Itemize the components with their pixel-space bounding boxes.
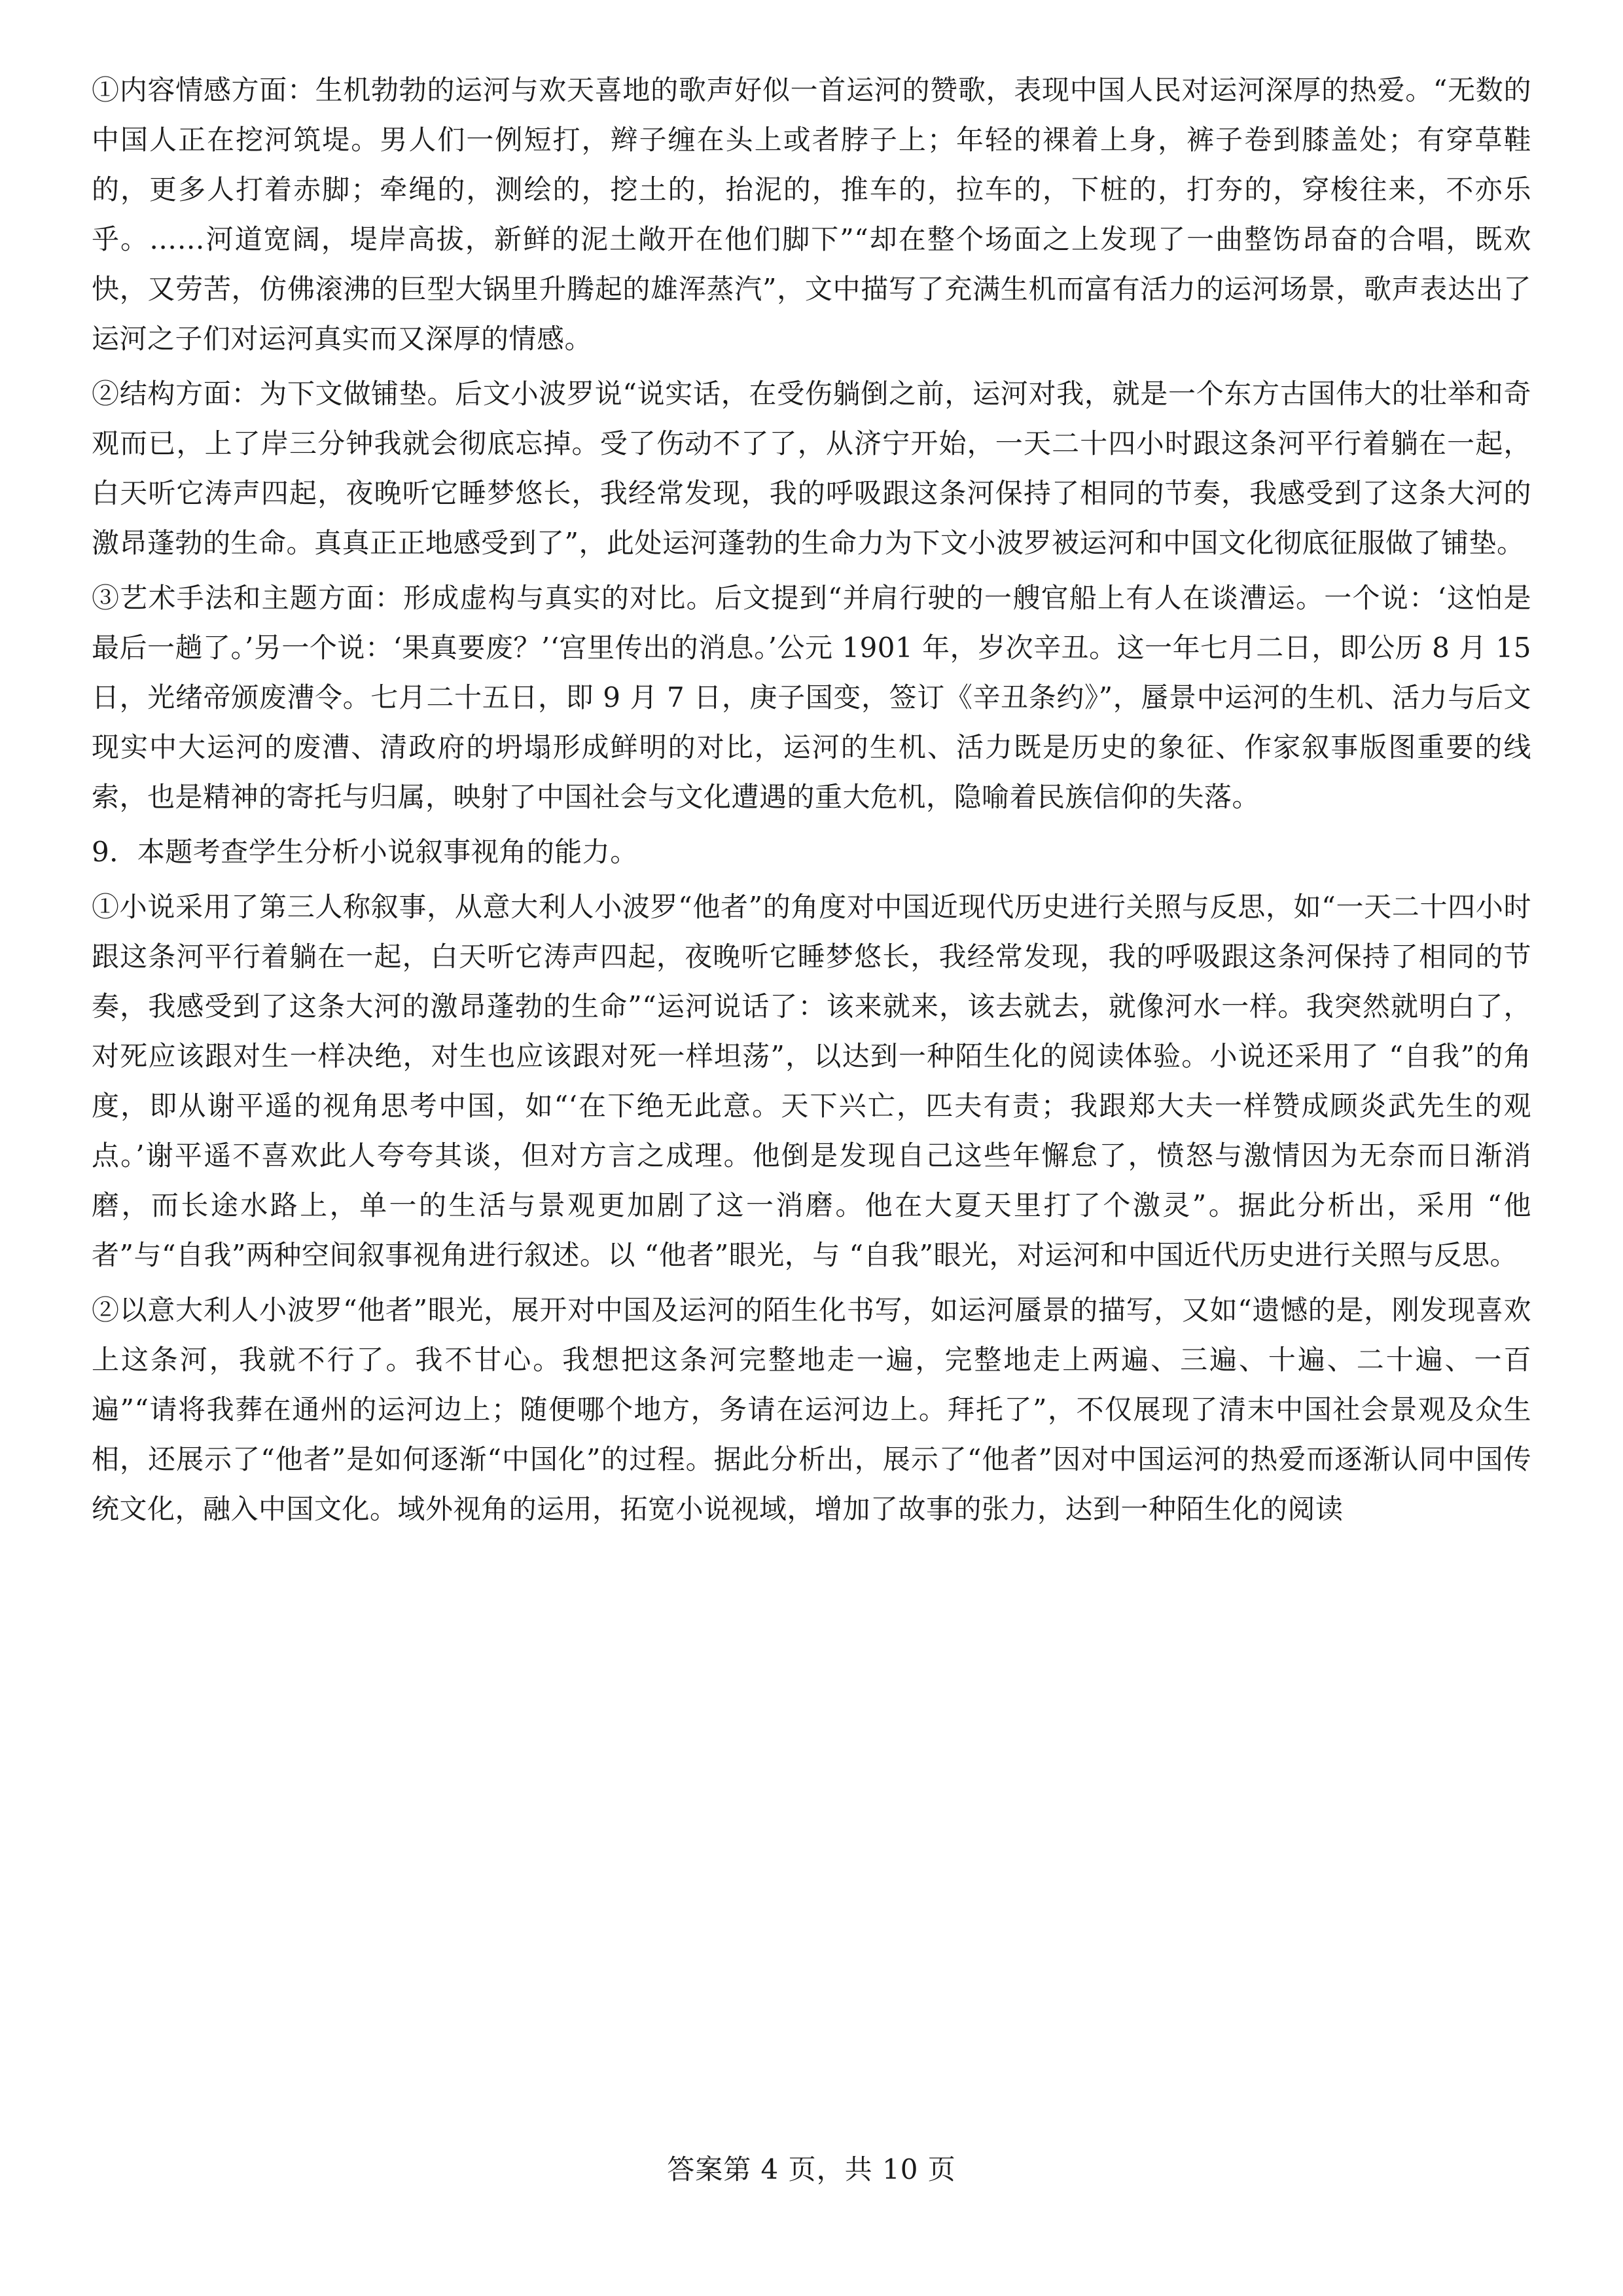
paragraph-narrative-perspective-2: ②以意大利人小波罗“他者”眼光，展开对中国及运河的陌生化书写，如运河蜃景的描写，又如“遗憾的是，刚发现喜欢上这条河，我就不行了。我不甘心。我想把这条河完整地走一遍，完整地走上两遍、三遍、十遍、二十遍、一百遍”“请将我葬在通州的运河边上；随便哪个地方，务请在运河边上。拜托了”，不仅展现了清末中国社会景观及众生相，还展示了“他者”是如何逐渐“中国化”的过程。据此分析出，展示了“他者”因对中国运河的热爱而逐渐认同中国传统文化，融入中国文化。域外视角的运用，拓宽小说视域，增加了故事的张力，达到一种陌生化的阅读 <box>92 1294 1531 1525</box>
paragraph-artistic-theme: ③艺术手法和主题方面：形成虚构与真实的对比。后文提到“并肩行驶的一艘官船上有人在谈漕运。一个说：‘这怕是最后一趟了。’另一个说：‘果真要废？’‘宫里传出的消息。’公元 1901 年，岁次辛丑。这一年七月二日，即公历 8 月 15 日，光绪帝颁废漕令。七月二十五日，即 9 月 7 日，庚子国变，签订《辛丑条约》”，蜃景中运河的生机、活力与后文现实中大运河的废漕、清政府的坍塌形成鲜明的对比，运河的生机、活力既是历史的象征、作家叙事版图重要的线索，也是精神的寄托与归属，映射了中国社会与文化遭遇的重大危机，隐喻着民族信仰的失落。 <box>92 582 1531 813</box>
paragraph-structure: ②结构方面：为下文做铺垫。后文小波罗说“说实话，在受伤躺倒之前，运河对我，就是一个东方古国伟大的壮举和奇观而已，上了岸三分钟我就会彻底忘掉。受了伤动不了了，从济宁开始，一天二十四小时跟这条河平行着躺在一起，白天听它涛声四起，夜晚听它睡梦悠长，我经常发现，我的呼吸跟这条河保持了相同的节奏，我感受到了这条大河的激昂蓬勃的生命。真真正正地感受到了”，此处运河蓬勃的生命力为下文小波罗被运河和中国文化彻底征服做了铺垫。 <box>92 378 1531 559</box>
document-body <box>92 65 1531 2147</box>
paragraph-narrative-perspective-1: ①小说采用了第三人称叙事，从意大利人小波罗“他者”的角度对中国近现代历史进行关照与反思，如“一天二十四小时跟这条河平行着躺在一起，白天听它涛声四起，夜晚听它睡梦悠长，我经常发现，我的呼吸跟这条河保持了相同的节奏，我感受到了这条大河的激昂蓬勃的生命”“运河说话了：该来就来，该去就去，就像河水一样。我突然就明白了，对死应该跟对生一样决绝，对生也应该跟对死一样坦荡”，以达到一种陌生化的阅读体验。小说还采用了 “自我”的角度，即从谢平遥的视角思考中国，如“‘在下绝无此意。天下兴亡，匹夫有责；我跟郑大夫一样赞成顾炎武先生的观点。’谢平遥不喜欢此人夸夸其谈，但对方言之成理。他倒是发现自己这些年懈怠了，愤怒与激情因为无奈而日渐消磨，而长途水路上，单一的生活与景观更加剧了这一消磨。他在大夏天里打了个激灵”。据此分析出，采用 “他者”与“自我”两种空间叙事视角进行叙述。以 “他者”眼光，与 “自我”眼光，对运河和中国近代历史进行关照与反思。 <box>92 891 1531 1271</box>
question-9-heading: 9．本题考查学生分析小说叙事视角的能力。 <box>92 836 638 868</box>
paragraph-content-emotion: ①内容情感方面：生机勃勃的运河与欢天喜地的歌声好似一首运河的赞歌，表现中国人民对运河深厚的热爱。“无数的中国人正在挖河筑堤。男人们一例短打，辫子缠在头上或者脖子上；年轻的裸着上身，裤子卷到膝盖处；有穿草鞋的，更多人打着赤脚；牵绳的，测绘的，挖土的，抬泥的，推车的，拉车的，下桩的，打夯的，穿梭往来，不亦乐乎。……河道宽阔，堤岸高拔，新鲜的泥土敞开在他们脚下”“却在整个场面之上发现了一曲整饬昂奋的合唱，既欢快，又劳苦，仿佛滚沸的巨型大锅里升腾起的雄浑蒸汽”，文中描写了充满生机而富有活力的运河场景，歌声表达出了运河之子们对运河真实而又深厚的情感。 <box>92 74 1531 355</box>
page-footer: 答案第 4 页，共 10 页 <box>667 2153 956 2185</box>
